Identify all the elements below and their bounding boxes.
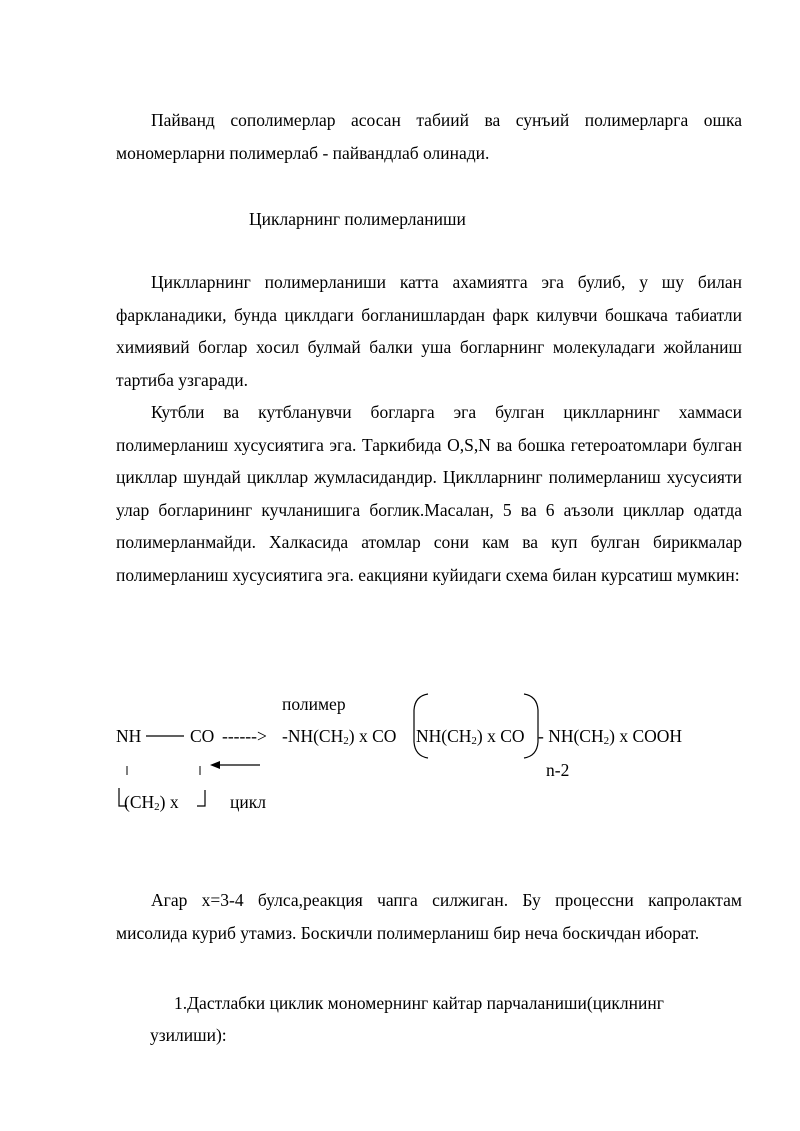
ring-bottom-right-corner [197, 790, 205, 806]
scheme-ring-x: ) x [159, 792, 179, 812]
scheme-tail-rest: ) x COOH [609, 726, 683, 746]
section-heading: Цикларнинг полимерланиши [249, 209, 466, 229]
scheme-ring-ch: (CH [124, 792, 155, 812]
scheme-tail-nh: - NH(CH [538, 726, 604, 746]
subscript: 2 [154, 801, 160, 813]
subscript: 2 [603, 735, 610, 747]
scheme-bracket-rest: ) x CO [476, 726, 525, 746]
scheme-nh: NH [116, 726, 142, 746]
scheme-polymer-label: полимер [282, 694, 346, 714]
scheme-bracket-unit [416, 726, 525, 751]
paragraph-caprolactam: Агар x=3-4 булса,реакция чапга силжиган. Бу процессни капролактам мисолида куриб утамиз. Боскичли полимерланиш бир неча боскичдан иборат. [116, 890, 742, 943]
paragraph-polar-bonds: Кутбли ва кутбланувчи богларга эга булган циклларнинг хаммаси полимерланиш хусусиятига эга. Таркибида O,S,N ва бошка гетероатомлари булган цикллар шундай цикллар жумласидандир. Циклларнинг полимерланиш хусусияти улар богларининг кучланишига боглик.Масалан, 5 ва 6 аъзоли цикллар одатда полимерланмайди. Халкасида атомлар сони кам ва куп булган бирикмалар полимерланиш хусусиятига эга. еакцияни куйидаги схема билан курсатиш мумкин: [116, 402, 742, 585]
bracket-right [524, 694, 538, 758]
scheme-n-minus-2: n-2 [546, 760, 570, 780]
paragraph-cycle-polymerization: Циклларнинг полимерланиши катта ахамиятга эга булиб, у шу билан фаркланадики, бунда циклдаги богланишлардан фарк килувчи бошкача табиатли химиявий боглар хосил булмай балки уша богларнинг молекуладаги жойланиш тартиба узгаради. [116, 272, 742, 390]
subscript: 2 [343, 735, 349, 747]
scheme-tail [538, 726, 682, 751]
scheme-chain-start [282, 726, 396, 751]
scheme-cycle-label: цикл [230, 792, 266, 812]
scheme-chain-start-text: -NH(CH [282, 726, 344, 746]
list-item-1-line-1: 1.Дастлабки циклик мономернинг кайтар парчаланиши(циклнинг [174, 993, 664, 1013]
subscript: 2 [471, 735, 477, 747]
list-item-1-line-2: узилиши): [150, 1025, 227, 1045]
scheme-bracket-nh: NH(CH [416, 726, 472, 746]
paragraph-graft-copolymers: Пайванд сополимерлар асосан табиий ва сунъий полимерларга ошка мономерларни полимерлаб - пайвандлаб олинади. [116, 110, 742, 163]
back-arrow-head [210, 761, 220, 769]
scheme-ring [124, 792, 179, 817]
scheme-arrow-text: ------> [222, 726, 267, 746]
scheme-co: CO [190, 726, 215, 746]
scheme-chain-xco: ) x CO [348, 726, 397, 746]
